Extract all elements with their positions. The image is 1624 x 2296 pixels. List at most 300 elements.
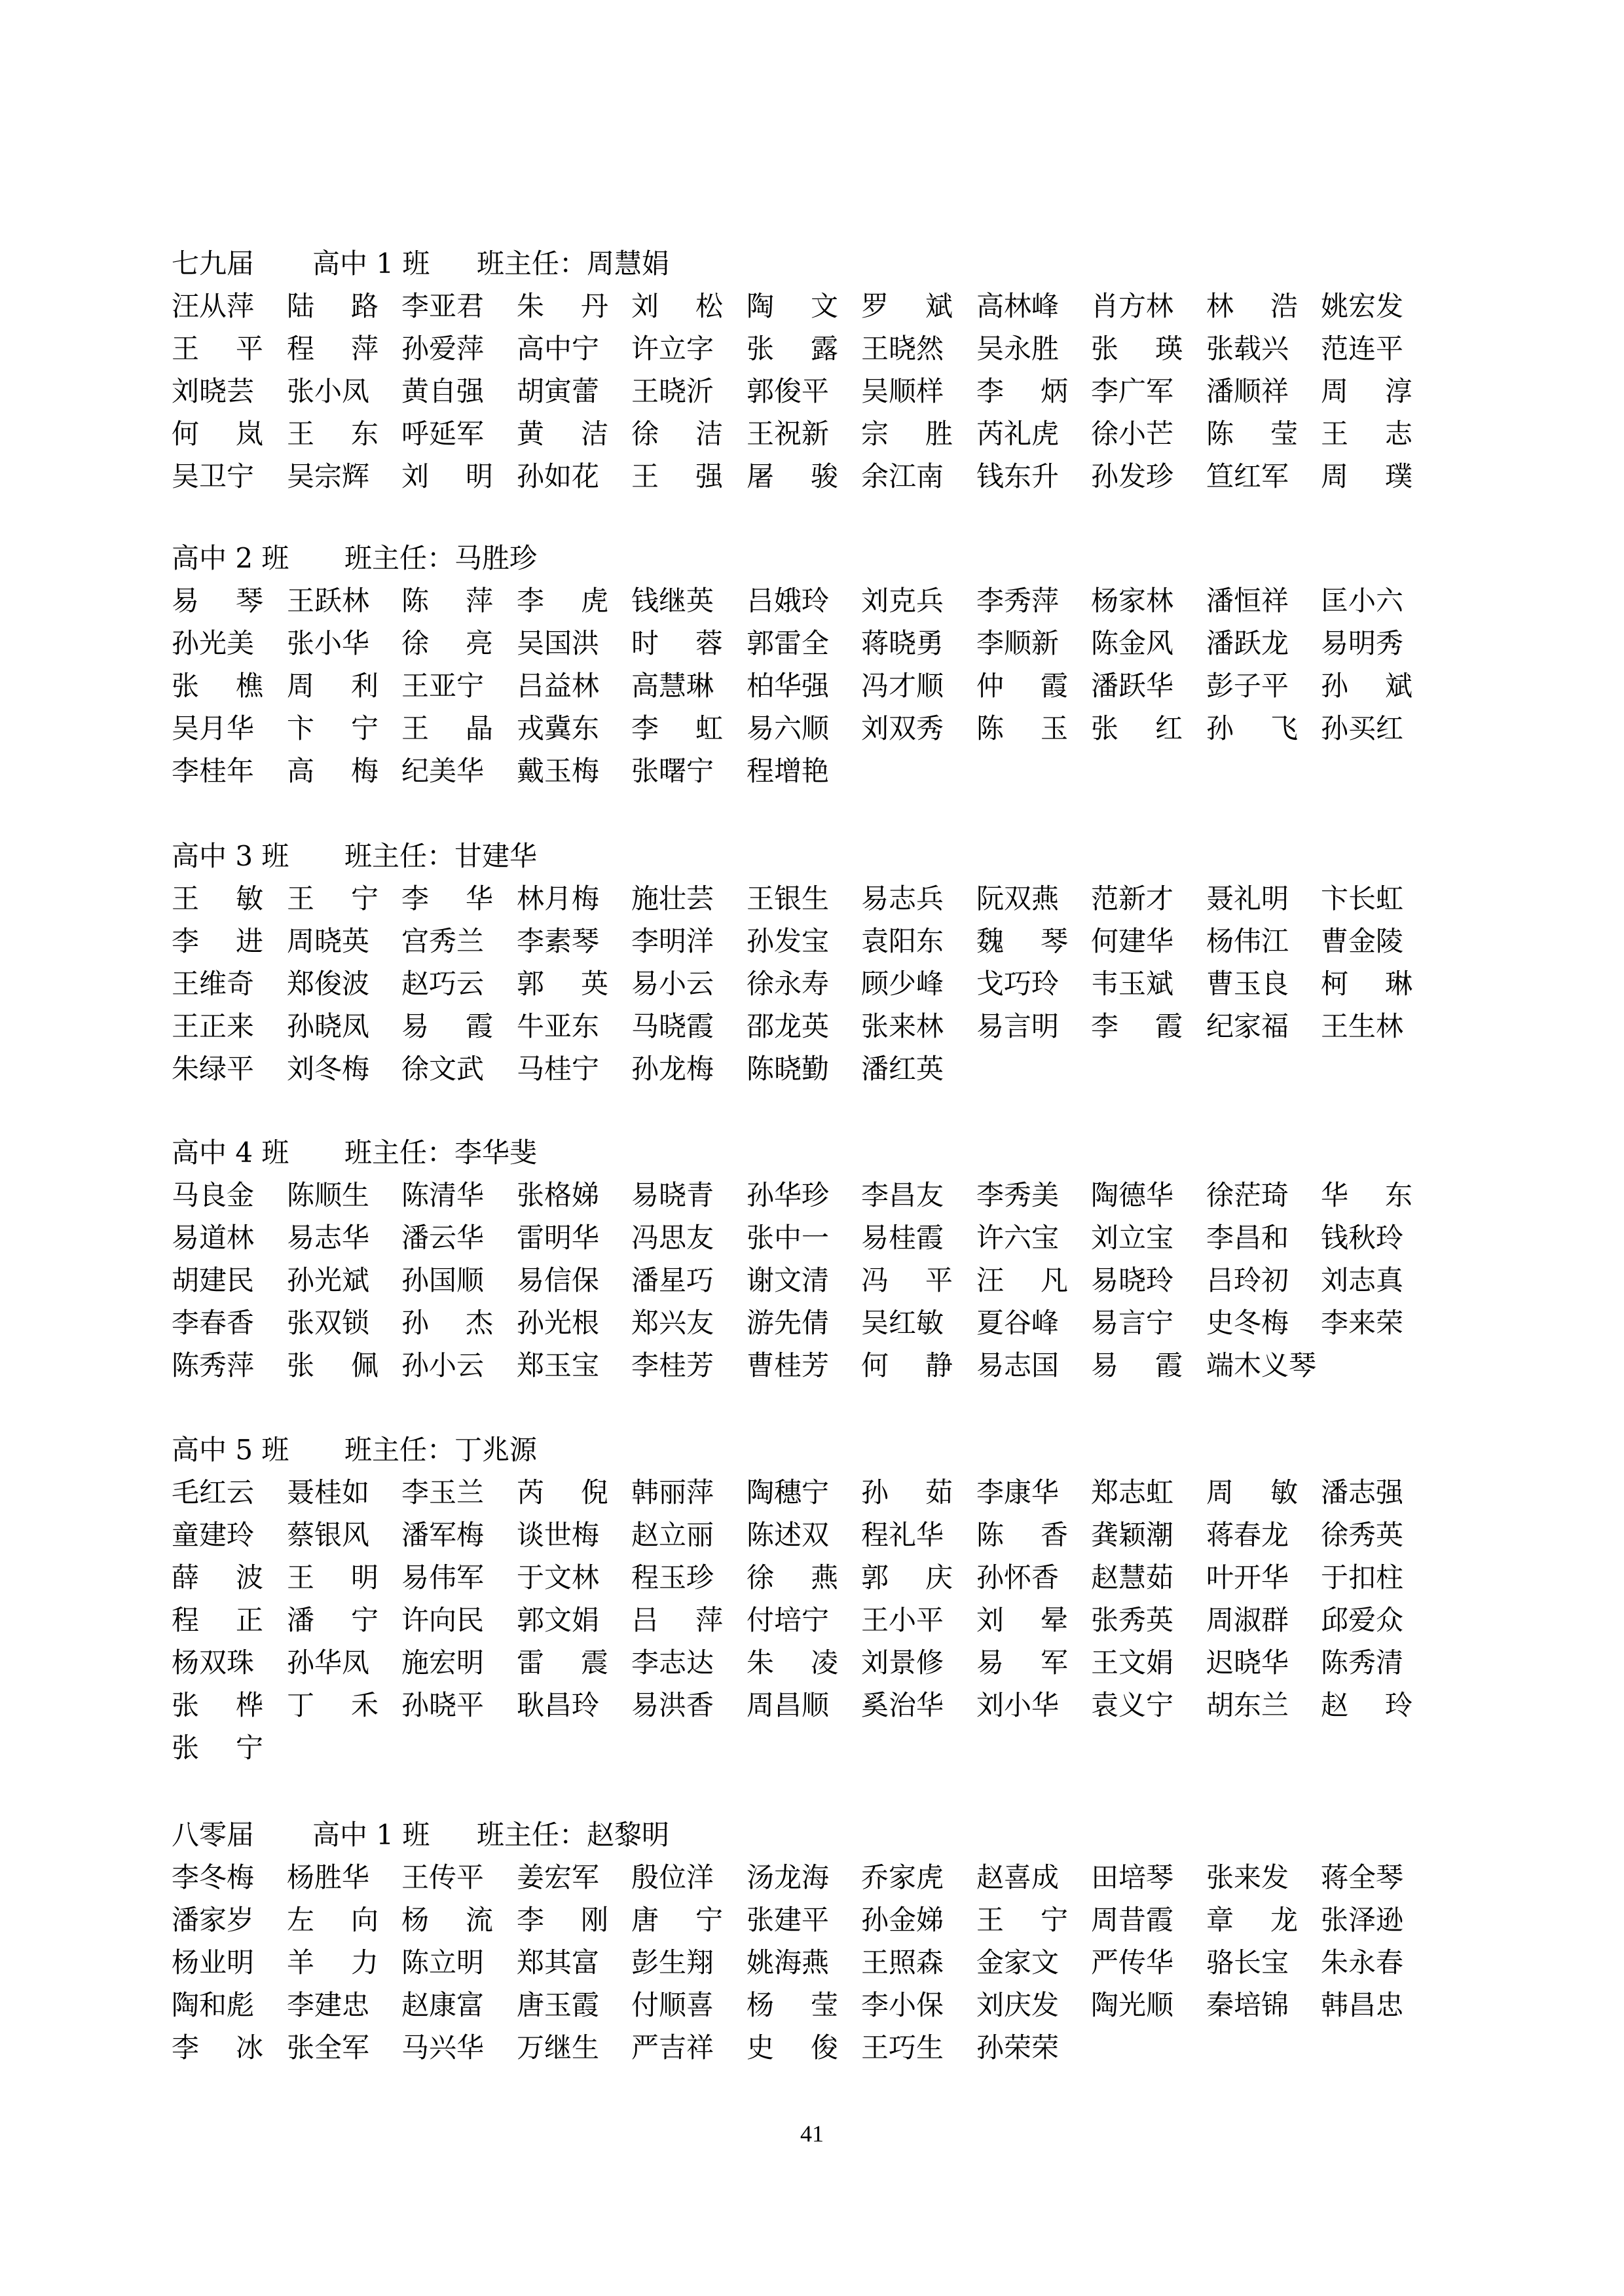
student-name: 易晓青 [631,1179,714,1211]
student-name: 周 璞 [1321,460,1412,492]
student-name: 韩昌忠 [1321,1989,1404,2021]
student-name: 杨家林 [1091,585,1174,617]
student-name: 郑志虹 [1091,1476,1174,1508]
student-name: 刘晓芸 [172,375,255,407]
student-name: 邱爱众 [1321,1604,1404,1636]
student-name: 屠 骏 [747,460,838,492]
student-name: 李小保 [861,1989,944,2021]
student-name: 李建忠 [287,1989,370,2021]
name-row [172,1984,1449,2027]
name-row [172,1344,1449,1387]
head-teacher-label: 班主任：周慧娟 [477,247,670,280]
student-name: 孙怀香 [976,1561,1060,1594]
student-name: 柏华强 [747,670,830,702]
student-name: 张 瑛 [1091,333,1183,365]
student-name: 孙金娣 [861,1904,944,1936]
student-name: 吴国洪 [517,627,600,659]
student-name: 何 静 [861,1349,953,1381]
name-row [172,1048,1449,1091]
student-name: 陶穗宁 [747,1476,830,1508]
student-name: 许立字 [631,333,714,365]
student-name: 卞 宁 [287,712,378,744]
student-name: 郑玉宝 [517,1349,600,1381]
student-name: 易桂霞 [861,1222,944,1254]
student-name: 羊 力 [287,1946,378,1978]
student-name: 潘跃龙 [1206,627,1289,659]
student-name: 潘跃华 [1091,670,1174,702]
student-name: 张曙宁 [631,755,714,787]
student-name: 高中宁 [517,333,600,365]
name-row [172,1941,1449,1984]
student-name: 王跃林 [287,585,370,617]
student-name: 徐 亮 [401,627,493,659]
student-name: 杨 莹 [747,1989,838,2021]
student-name: 龚颖潮 [1091,1519,1174,1551]
student-name: 吴永胜 [976,333,1060,365]
student-name: 刘庆发 [976,1989,1060,2021]
student-name: 李顺新 [976,627,1060,659]
student-name: 郑俊波 [287,968,370,1000]
student-name: 潘恒祥 [1206,585,1289,617]
student-name: 柯 琳 [1321,968,1412,1000]
student-name: 王 宁 [976,1904,1068,1936]
name-row [172,1599,1449,1642]
head-teacher-label: 班主任：丁兆源 [344,1434,538,1466]
student-name: 华 东 [1321,1179,1412,1211]
student-name: 雷 震 [517,1647,608,1679]
student-name: 陈顺生 [287,1179,370,1211]
student-name: 唐玉霞 [517,1989,600,2021]
student-name: 许向民 [401,1604,485,1636]
student-name: 张格娣 [517,1179,600,1211]
student-name: 王 明 [287,1561,378,1594]
student-name: 叶开华 [1206,1561,1289,1594]
student-name: 张载兴 [1206,333,1289,365]
student-name: 周晓英 [287,925,370,957]
student-name: 李 炳 [976,375,1068,407]
student-name: 王传平 [401,1861,485,1893]
student-name: 牛亚东 [517,1010,600,1042]
student-name: 何建华 [1091,925,1174,957]
session-label: 八零届 [172,1819,255,1851]
student-name: 聂礼明 [1206,883,1289,915]
student-name: 钱东升 [976,460,1060,492]
student-name: 郭 庆 [861,1561,953,1594]
student-name: 赵慧茹 [1091,1561,1174,1594]
name-row [172,579,1449,623]
student-name: 程玉珍 [631,1561,714,1594]
student-name: 冯思友 [631,1222,714,1254]
student-name: 易洪香 [631,1689,714,1721]
student-name: 王银生 [747,883,830,915]
student-name: 章 龙 [1206,1904,1298,1936]
student-name: 吕益林 [517,670,600,702]
name-row [172,1259,1449,1302]
student-name: 陆 路 [287,290,378,322]
student-name: 杨 流 [401,1904,493,1936]
student-name: 刘景修 [861,1647,944,1679]
name-row [172,285,1449,328]
student-name: 汪从萍 [172,290,255,322]
name-row [172,750,1449,793]
student-name: 孙爱萍 [401,333,485,365]
student-name: 杨双珠 [172,1647,255,1679]
student-name: 郭 英 [517,968,608,1000]
student-name: 毛红云 [172,1476,255,1508]
student-name: 李冬梅 [172,1861,255,1893]
student-name: 孙买红 [1321,712,1404,744]
student-name: 马良金 [172,1179,255,1211]
student-name: 王正来 [172,1010,255,1042]
student-name: 孙国顺 [401,1264,485,1296]
name-row [172,1174,1449,1217]
student-name: 戈巧玲 [976,968,1060,1000]
student-name: 严吉祥 [631,2032,714,2064]
student-name: 曹桂芳 [747,1349,830,1381]
student-name: 孙光根 [517,1307,600,1339]
student-name: 易伟军 [401,1561,485,1594]
student-name: 秦培锦 [1206,1989,1289,2021]
student-name: 游先倩 [747,1307,830,1339]
student-name: 雷明华 [517,1222,600,1254]
student-name: 孙龙梅 [631,1053,714,1085]
student-name: 刘小华 [976,1689,1060,1721]
student-name: 张来发 [1206,1861,1289,1893]
student-name: 王 平 [172,333,263,365]
student-name: 朱永春 [1321,1946,1404,1978]
student-name: 范新才 [1091,883,1174,915]
student-name: 王 宁 [287,883,378,915]
student-name: 李素琴 [517,925,600,957]
student-name: 王 强 [631,460,723,492]
student-name: 易志国 [976,1349,1060,1381]
student-name: 易信保 [517,1264,600,1296]
student-name: 许六宝 [976,1222,1060,1254]
student-name: 张秀英 [1091,1604,1174,1636]
student-name: 易明秀 [1321,627,1404,659]
page-number: 41 [800,2121,824,2147]
student-name: 吴顺样 [861,375,944,407]
name-row [172,920,1449,963]
student-name: 聂桂如 [287,1476,370,1508]
student-name: 纪家福 [1206,1010,1289,1042]
student-name: 戎冀东 [517,712,600,744]
name-row [172,1899,1449,1942]
name-row [172,2026,1449,2069]
student-name: 李 霞 [1091,1010,1183,1042]
student-name: 吴红敏 [861,1307,944,1339]
student-name: 陈 香 [976,1519,1068,1551]
student-name: 赵康富 [401,1989,485,2021]
student-name: 魏 琴 [976,925,1068,957]
student-name: 周 利 [287,670,378,702]
student-name: 仲 霞 [976,670,1068,702]
student-name: 孙小云 [401,1349,485,1381]
student-name: 陈晓勤 [747,1053,830,1085]
student-name: 彭生翔 [631,1946,714,1978]
student-name: 程 萍 [287,333,378,365]
student-name: 潘顺祥 [1206,375,1289,407]
student-name: 张 露 [747,333,838,365]
student-name: 陈金风 [1091,627,1174,659]
student-name: 卞长虹 [1321,883,1404,915]
student-name: 胡寅蕾 [517,375,600,407]
student-name: 钱秋玲 [1321,1222,1404,1254]
student-name: 徐 燕 [747,1561,838,1594]
student-name: 徐茫琦 [1206,1179,1289,1211]
student-name: 张小华 [287,627,370,659]
student-name: 王亚宁 [401,670,485,702]
student-name: 李康华 [976,1476,1060,1508]
name-row [172,1856,1449,1899]
student-name: 蒋春龙 [1206,1519,1289,1551]
student-name: 易言宁 [1091,1307,1174,1339]
name-row [172,1302,1449,1345]
student-name: 范连平 [1321,333,1404,365]
student-name: 张 佩 [287,1349,378,1381]
student-name: 赵 玲 [1321,1689,1412,1721]
student-name: 王晓沂 [631,375,714,407]
student-name: 潘云华 [401,1222,485,1254]
student-name: 马兴华 [401,2032,485,2064]
student-name: 高林峰 [976,290,1060,322]
student-name: 汪 凡 [976,1264,1068,1296]
student-name: 张中一 [747,1222,830,1254]
student-name: 刘志真 [1321,1264,1404,1296]
class-label: 高中 2 班 [172,542,289,574]
head-teacher-label: 班主任：甘建华 [344,840,538,872]
student-name: 郭俊平 [747,375,830,407]
student-name: 徐 洁 [631,418,723,450]
student-name: 陈清华 [401,1179,485,1211]
student-name: 周淑群 [1206,1604,1289,1636]
student-name: 匡小六 [1321,585,1404,617]
student-name: 冯才顺 [861,670,944,702]
student-name: 朱 丹 [517,290,608,322]
student-name: 高 梅 [287,755,378,787]
student-name: 李 华 [401,883,493,915]
student-name: 何 岚 [172,418,263,450]
student-name: 杨伟江 [1206,925,1289,957]
student-name: 陈秀清 [1321,1647,1404,1679]
name-row [172,1684,1449,1727]
student-name: 王小平 [861,1604,944,1636]
student-name: 唐 宁 [631,1904,723,1936]
student-name: 潘家岁 [172,1904,255,1936]
student-name: 潘志强 [1321,1476,1404,1508]
student-name: 丁 禾 [287,1689,378,1721]
student-name: 乔家虎 [861,1861,944,1893]
student-name: 曹玉良 [1206,968,1289,1000]
student-name: 徐文武 [401,1053,485,1085]
student-name: 肖方林 [1091,290,1174,322]
student-name: 王 志 [1321,418,1412,450]
student-name: 张来林 [861,1010,944,1042]
student-name: 吕玲初 [1206,1264,1289,1296]
student-name: 张 樵 [172,670,263,702]
student-name: 孙如花 [517,460,600,492]
student-name: 李 虹 [631,712,723,744]
student-name: 孙发珍 [1091,460,1174,492]
student-name: 李 虎 [517,585,608,617]
student-name: 张建平 [747,1904,830,1936]
student-name: 王生林 [1321,1010,1404,1042]
student-name: 潘星巧 [631,1264,714,1296]
student-name: 呼延军 [401,418,485,450]
student-name: 张小凤 [287,375,370,407]
student-name: 彭子平 [1206,670,1289,702]
student-name: 徐小芒 [1091,418,1174,450]
student-name: 张泽逊 [1321,1904,1404,1936]
student-name: 汤龙海 [747,1861,830,1893]
student-name: 孙华凤 [287,1647,370,1679]
student-name: 郑兴友 [631,1307,714,1339]
student-name: 严传华 [1091,1946,1174,1978]
student-name: 朱绿平 [172,1053,255,1085]
student-name: 孙 杰 [401,1307,493,1339]
student-name: 黄自强 [401,375,485,407]
student-name: 李 冰 [172,2032,263,2064]
student-name: 赵立丽 [631,1519,714,1551]
name-row [172,962,1449,1006]
student-name: 陈立明 [401,1946,485,1978]
head-teacher-label: 班主任：李华斐 [344,1137,538,1169]
student-name: 李昌和 [1206,1222,1289,1254]
student-name: 宗 胜 [861,418,953,450]
student-name: 孙晓平 [401,1689,485,1721]
student-name: 陶德华 [1091,1179,1174,1211]
student-name: 李 刚 [517,1904,608,1936]
student-name: 郑其富 [517,1946,600,1978]
name-row [172,877,1449,920]
student-name: 陈秀萍 [172,1349,255,1381]
student-name: 李来荣 [1321,1307,1404,1339]
student-name: 孙光美 [172,627,255,659]
student-name: 马桂宁 [517,1053,600,1085]
student-name: 付顺喜 [631,1989,714,2021]
student-name: 骆长宝 [1206,1946,1289,1978]
class-label: 高中 1 班 [312,247,430,280]
student-name: 易 霞 [401,1010,493,1042]
student-name: 张 红 [1091,712,1183,744]
student-name: 韩丽萍 [631,1476,714,1508]
student-name: 迟晓华 [1206,1647,1289,1679]
name-row [172,665,1449,708]
student-name: 张 桦 [172,1689,263,1721]
class-label: 高中 4 班 [172,1137,289,1169]
student-name: 孙 斌 [1321,670,1412,702]
student-name: 程增艳 [747,755,830,787]
student-name: 胡东兰 [1206,1689,1289,1721]
student-name: 黄 洁 [517,418,608,450]
student-name: 阮双燕 [976,883,1060,915]
student-name: 孙 茹 [861,1476,953,1508]
student-name: 易 霞 [1091,1349,1183,1381]
student-name: 高慧琳 [631,670,714,702]
name-row [172,1514,1449,1557]
student-name: 潘 宁 [287,1604,378,1636]
student-name: 王 敏 [172,883,263,915]
student-name: 吴宗辉 [287,460,370,492]
student-name: 陈述双 [747,1519,830,1551]
student-name: 朱 凌 [747,1647,838,1679]
student-name: 宫秀兰 [401,925,485,957]
student-name: 李明洋 [631,925,714,957]
student-name: 顾少峰 [861,968,944,1000]
student-name: 端木义琴 [1206,1349,1317,1381]
name-row [172,1641,1449,1685]
student-name: 孙荣荣 [976,2032,1060,2064]
student-name: 王祝新 [747,418,830,450]
student-name: 李昌友 [861,1179,944,1211]
head-teacher-label: 班主任：赵黎明 [477,1819,670,1851]
student-name: 陈 玉 [976,712,1068,744]
student-name: 郭文娟 [517,1604,600,1636]
student-name: 于扣柱 [1321,1561,1404,1594]
student-name: 笪红军 [1206,460,1289,492]
student-name: 蒋晓勇 [861,627,944,659]
student-name: 吕 萍 [631,1604,723,1636]
student-name: 王巧生 [861,2032,944,2064]
student-name: 邵龙英 [747,1010,830,1042]
student-name: 孙光斌 [287,1264,370,1296]
student-name: 陈 萍 [401,585,493,617]
student-name: 潘红英 [861,1053,944,1085]
student-name: 殷位洋 [631,1861,714,1893]
student-name: 夏谷峰 [976,1307,1060,1339]
student-name: 易志华 [287,1222,370,1254]
student-name: 易晓玲 [1091,1264,1174,1296]
student-name: 时 蓉 [631,627,723,659]
student-name: 孙 飞 [1206,712,1298,744]
student-name: 徐秀英 [1321,1519,1404,1551]
student-name: 王文娟 [1091,1647,1174,1679]
student-name: 袁阳东 [861,925,944,957]
student-name: 纪美华 [401,755,485,787]
student-name: 蒋全琴 [1321,1861,1404,1893]
student-name: 李桂芳 [631,1349,714,1381]
student-name: 孙华珍 [747,1179,830,1211]
student-name: 戴玉梅 [517,755,600,787]
student-name: 周昔霞 [1091,1904,1174,1936]
student-name: 易道林 [172,1222,255,1254]
student-name: 马晓霞 [631,1010,714,1042]
student-name: 陈 莹 [1206,418,1298,450]
student-name: 童建玲 [172,1519,255,1551]
student-name: 孙发宝 [747,925,830,957]
student-name: 张全军 [287,2032,370,2064]
student-name: 曹金陵 [1321,925,1404,957]
student-name: 林月梅 [517,883,600,915]
name-row [172,1556,1449,1599]
student-name: 陶和彪 [172,1989,255,2021]
student-name: 周 敏 [1206,1476,1298,1508]
student-name: 李玉兰 [401,1476,485,1508]
student-name: 李秀美 [976,1179,1060,1211]
name-row [172,455,1449,498]
student-name: 姚宏发 [1321,290,1404,322]
student-name: 徐永寿 [747,968,830,1000]
student-name: 姜宏军 [517,1861,600,1893]
student-name: 吴月华 [172,712,255,744]
student-name: 李广军 [1091,375,1174,407]
student-name: 刘立宝 [1091,1222,1174,1254]
student-name: 李秀萍 [976,585,1060,617]
student-name: 王 晶 [401,712,493,744]
student-name: 韦玉斌 [1091,968,1174,1000]
student-name: 孙晓凤 [287,1010,370,1042]
student-name: 刘 晕 [976,1604,1068,1636]
